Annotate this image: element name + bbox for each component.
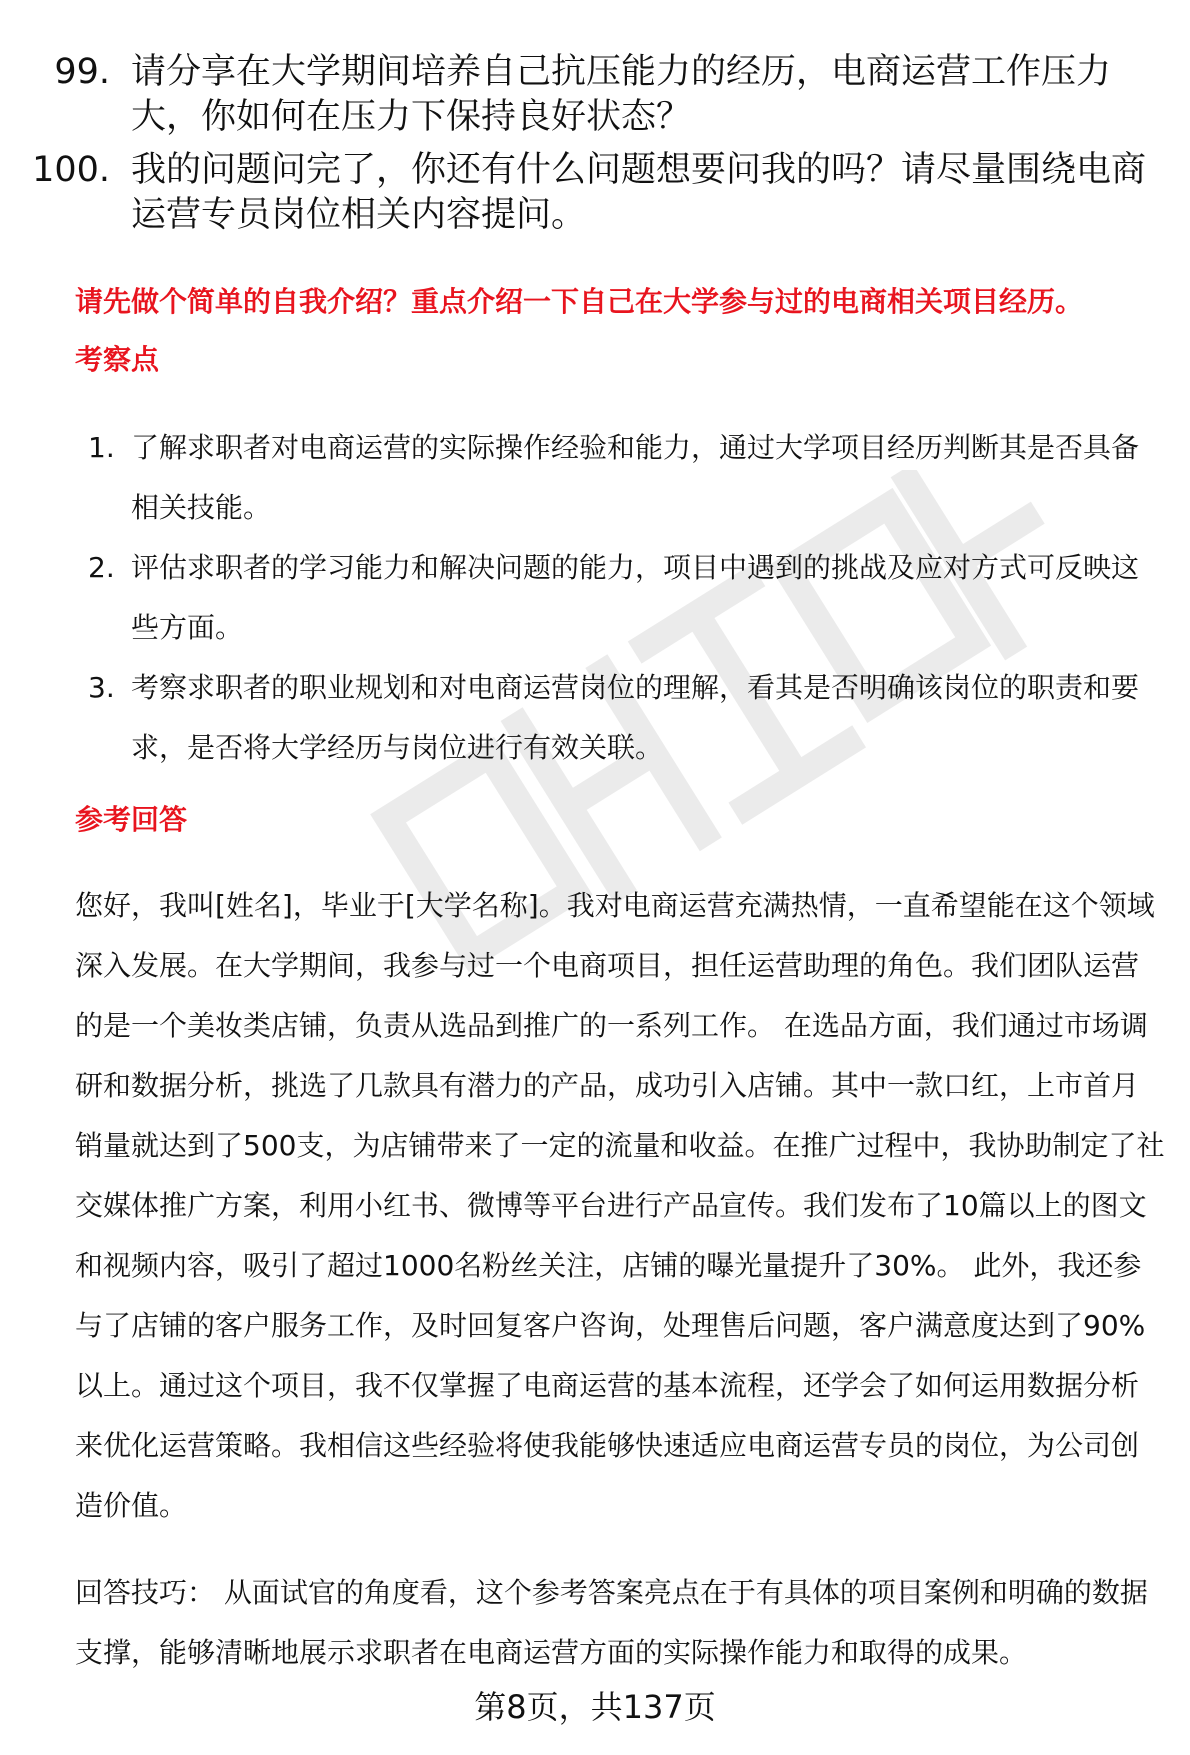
point-text: 评估求职者的学习能力和解决问题的能力，项目中遇到的挑战及应对方式可反映这些方面。 (131, 551, 1140, 644)
question-text: 我的问题问完了，你还有什么问题想要问我的吗？请尽量围绕电商运营专员岗位相关内容提问。 (131, 150, 1147, 235)
main-question: 请先做个简单的自我介绍？重点介绍一下自己在大学参与过的电商相关项目经历。 (75, 285, 1084, 318)
question-number: 99. (54, 52, 110, 92)
page-number: 第8页，共137页 (474, 1688, 716, 1726)
list-item (0, 418, 1190, 538)
question-list (0, 50, 1190, 246)
tips-paragraph: 回答技巧： 从面试官的角度看，这个参考答案亮点在于有具体的项目案例和明确的数据支撑，能够清晰地展示求职者在电商运营方面的实际操作能力和取得的成果。 (75, 1576, 1148, 1669)
exam-points-list (0, 418, 1190, 778)
answer-heading: 参考回答 (75, 803, 188, 836)
list-item (0, 148, 1190, 238)
point-text: 了解求职者对电商运营的实际操作经验和能力，通过大学项目经历判断其是否具备相关技能。 (131, 431, 1140, 524)
question-number: 100. (32, 150, 110, 190)
exam-points-heading: 考察点 (75, 343, 160, 376)
list-item (0, 538, 1190, 658)
point-number: 2. (88, 551, 115, 584)
list-item (0, 658, 1190, 778)
point-text: 考察求职者的职业规划和对电商运营岗位的理解，看其是否明确该岗位的职责和要求，是否将大学经历与岗位进行有效关联。 (131, 671, 1140, 764)
point-number: 3. (88, 671, 115, 704)
list-item (0, 50, 1190, 140)
question-text: 请分享在大学期间培养自己抗压能力的经历，电商运营工作压力大，你如何在压力下保持良好状态？ (131, 52, 1112, 137)
answer-paragraph: 您好，我叫[姓名]，毕业于[大学名称]。我对电商运营充满热情，一直希望能在这个领域深入发展。在大学期间，我参与过一个电商项目，担任运营助理的角色。我们团队运营的是一个美妆类店铺，负责从选品到推广的一系列工作。 在选品方面，我们通过市场调研和数据分析，挑选了几款具有潜力的产品，成功引入店铺。其中一款口红，上市首月销量就达到了500支，为店铺带来了一定的流量和收益。在推广过程中，我协助制定了社交媒体推广方案，利用小红书、微博等平台进行产品宣传。我们发布了10篇以上的图文和视频内容，吸引了超过1000名粉丝关注，店铺的曝光量提升了30%。 此外，我还参与了店铺的客户服务工作，及时回复客户咨询，处理售后问题，客户满意度达到了90%以上。通过这个项目，我不仅掌握了电商运营的基本流程，还学会了如何运用数据分析来优化运营策略。我相信这些经验将使我能够快速适应电商运营专员的岗位，为公司创造价值。 (75, 889, 1165, 1522)
point-number: 1. (88, 431, 115, 464)
